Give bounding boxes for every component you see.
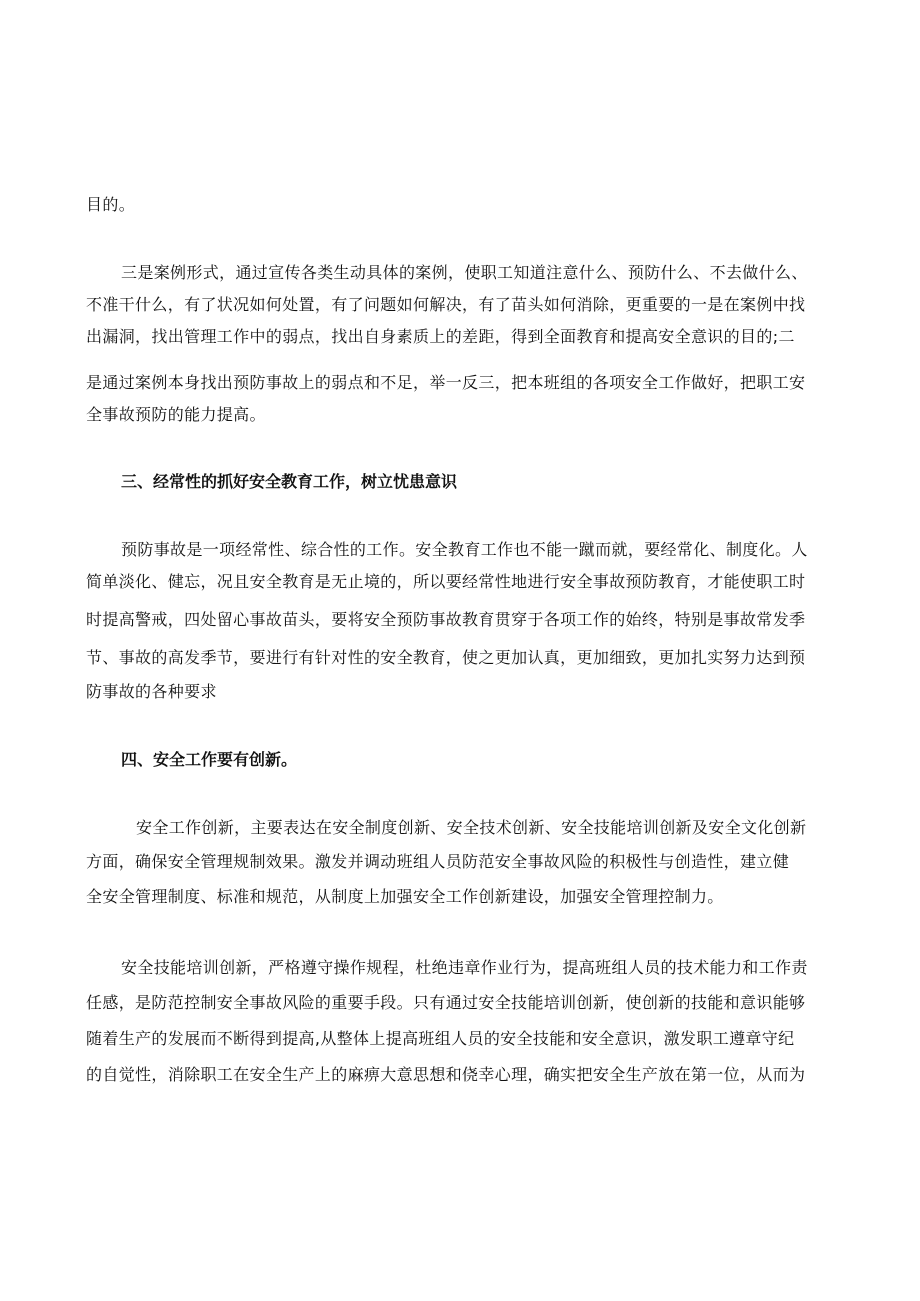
paragraph-line: 安全技能培训创新，严格遵守操作规程，杜绝违章作业行为，提高班组人员的技术能力和工作责 — [121, 958, 808, 977]
paragraph-line: 出漏洞，找出管理工作中的弱点，找出自身素质上的差距，得到全面教育和提高安全意识的目的;二 — [86, 327, 795, 346]
paragraph-line: 随着生产的发展而不断得到提高,从整体上提高班组人员的安全技能和安全意识，激发职工遵章守纪 — [86, 1029, 795, 1048]
paragraph-line: 预防事故是一项经常性、综合性的工作。安全教育工作也不能一蹴而就，要经常化、制度化。人 — [121, 540, 808, 559]
paragraph-line: 方面，确保安全管理规制效果。激发并调动班组人员防范安全事故风险的积极性与创造性，建立健 — [86, 852, 790, 871]
paragraph-line: 安全工作创新，主要表达在安全制度创新、安全技术创新、安全技能培训创新及安全文化创新 — [136, 818, 807, 837]
paragraph-line: 三是案例形式，通过宣传各类生动具体的案例，使职工知道注意什么、预防什么、不去做什么、 — [121, 263, 808, 282]
paragraph-line: 时提高警戒，四处留心事故苗头，要将安全预防事故教育贯穿于各项工作的始终，特别是事故常发季 — [86, 610, 806, 629]
paragraph-line: 节、事故的高发季节，要进行有针对性的安全教育，使之更加认真，更加细致，更加扎实努力达到预 — [86, 648, 806, 667]
paragraph-line: 的自觉性，消除职工在安全生产上的麻痹大意思想和侥幸心理，确实把安全生产放在第一位，从而为 — [86, 1065, 806, 1084]
paragraph-line: 全事故预防的能力提高。 — [86, 405, 266, 424]
section-heading-3: 三、经常性的抓好安全教育工作，树立忧患意识 — [121, 472, 458, 491]
paragraph-line: 任感，是防范控制安全事故风险的重要手段。只有通过安全技能培训创新，使创新的技能和意识能够 — [86, 993, 806, 1012]
paragraph-line: 不准干什么，有了状况如何处置，有了问题如何解决，有了苗头如何消除，更重要的一是在案例中找 — [86, 295, 806, 314]
paragraph-line: 是通过案例本身找出预防事故上的弱点和不足，举一反三，把本班组的各项安全工作做好，把职工安 — [86, 373, 806, 392]
paragraph-line: 简单淡化、健忘，况且安全教育是无止境的，所以要经常性地进行安全事故预防教育，才能使职工时 — [86, 572, 806, 591]
paragraph-line: 防事故的各种要求 — [86, 682, 217, 701]
paragraph-line: 全安全管理制度、标准和规范，从制度上加强安全工作创新建设，加强安全管理控制力。 — [86, 887, 724, 906]
paragraph-line: 目的。 — [86, 195, 136, 214]
section-heading-4: 四、安全工作要有创新。 — [121, 750, 298, 769]
